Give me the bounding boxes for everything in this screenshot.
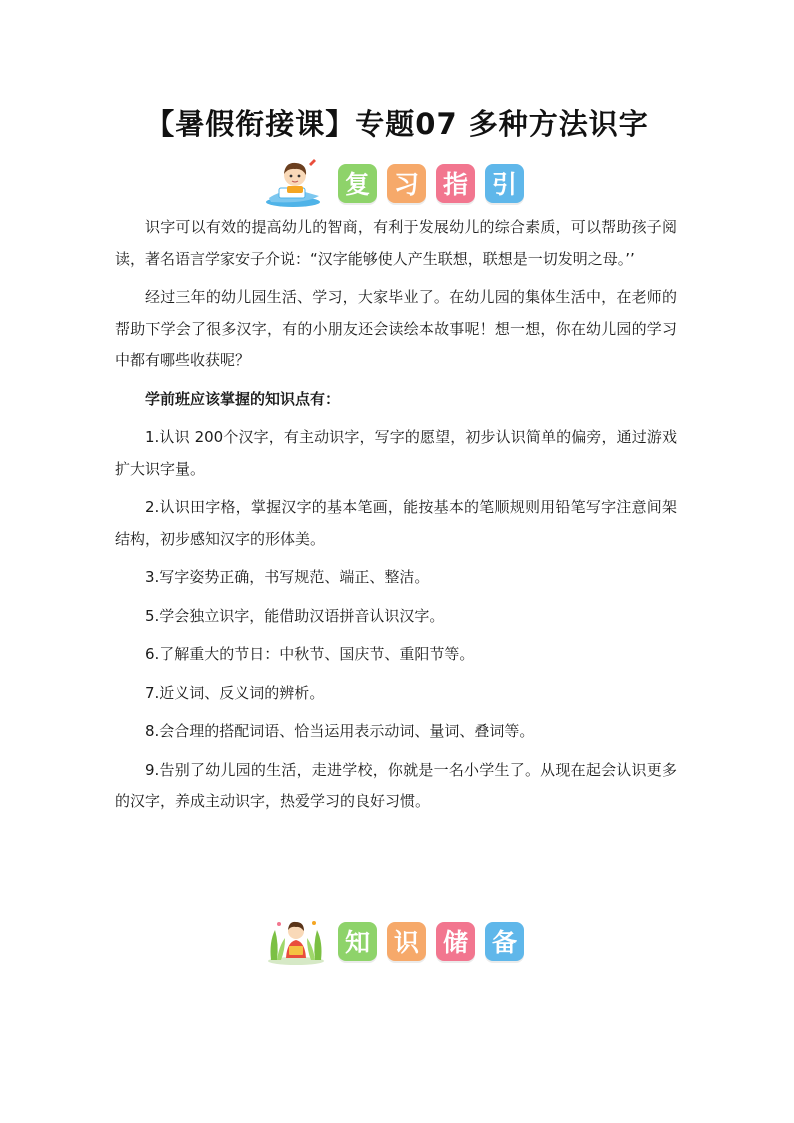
graduation-paragraph: 经过三年的幼儿园生活、学习，大家毕业了。在幼儿园的集体生活中，在老师的帮助下学会了很多汉字，有的小朋友还会读绘本故事呢！想一想，你在幼儿园的学习中都有哪些收获呢？ bbox=[115, 288, 677, 369]
tile-fu: 复 bbox=[338, 164, 377, 203]
review-guide-banner bbox=[0, 158, 794, 208]
knowledge-point: 9.告别了幼儿园的生活，走进学校，你就是一名小学生了。从现在起会认识更多的汉字，养成主动识字，热爱学习的良好习惯。 bbox=[115, 760, 677, 810]
knowledge-point: 6.了解重大的节日：中秋节、国庆节、重阳节等。 bbox=[145, 645, 475, 663]
knowledge-reserve-banner bbox=[0, 916, 794, 966]
knowledge-point: 2.认识田字格，掌握汉字的基本笔画，能按基本的笔顺规则用铅笔写字注意间架结构，初步感知汉字的形体美。 bbox=[115, 498, 677, 548]
tile-yin: 引 bbox=[485, 164, 524, 203]
tile-chu: 储 bbox=[436, 922, 475, 961]
knowledge-subheading: 学前班应该掌握的知识点有： bbox=[145, 389, 341, 408]
reading-girl-icon bbox=[265, 916, 327, 966]
tile-bei: 备 bbox=[485, 922, 524, 961]
child-studying-icon bbox=[265, 158, 327, 208]
tile-xi: 习 bbox=[387, 164, 426, 203]
knowledge-point: 1.认识 200个汉字，有主动识字，写字的愿望，初步认识简单的偏旁，通过游戏扩大识字量。 bbox=[115, 428, 677, 478]
page-title: 【暑假衔接课】专题07 多种方法识字 bbox=[145, 107, 649, 141]
tile-zhi2: 知 bbox=[338, 922, 377, 961]
tile-zhi: 指 bbox=[436, 164, 475, 203]
knowledge-point: 5.学会独立识字，能借助汉语拼音认识汉字。 bbox=[145, 606, 445, 625]
knowledge-point: 7.近义词、反义词的辨析。 bbox=[145, 683, 325, 702]
document-body bbox=[115, 212, 677, 825]
tile-shi: 识 bbox=[387, 922, 426, 961]
knowledge-point: 8.会合理的搭配词语、恰当运用表示动词、量词、叠词等。 bbox=[145, 722, 535, 740]
intro-paragraph: 识字可以有效的提高幼儿的智商，有利于发展幼儿的综合素质，可以帮助孩子阅读，著名语言学家安子介说：“汉字能够使人产生联想，联想是一切发明之母。’’ bbox=[115, 218, 677, 268]
knowledge-point: 3.写字姿势正确，书写规范、端正、整洁。 bbox=[145, 568, 430, 586]
